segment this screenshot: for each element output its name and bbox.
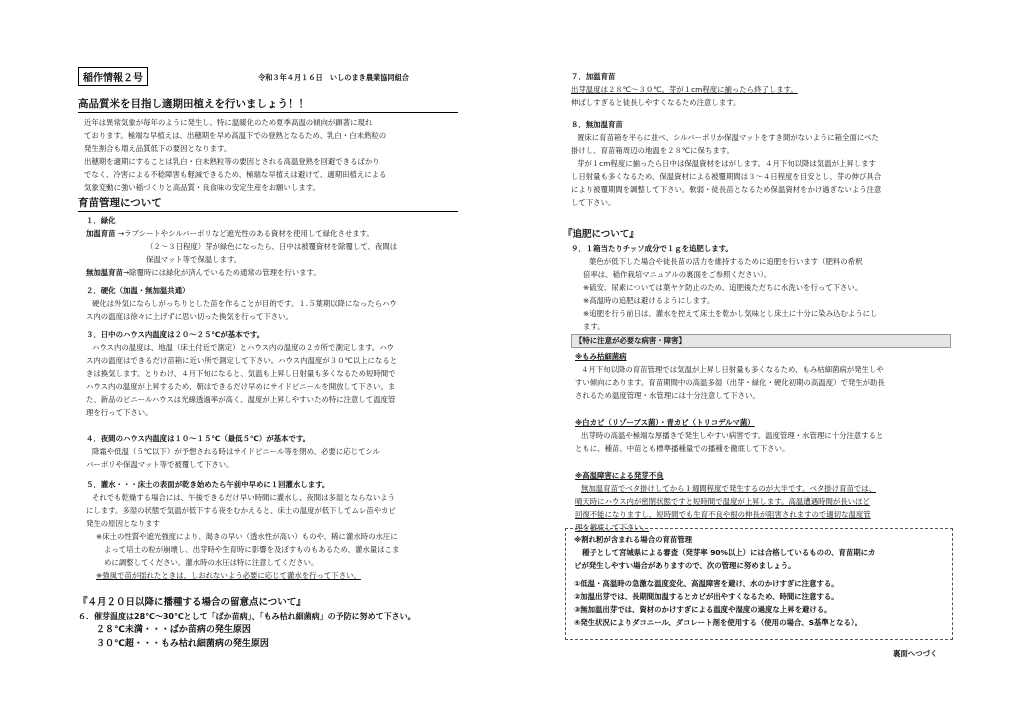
body-text: ス内の温度は徐々に上げずに思い切った換気を行って下さい。 — [86, 312, 293, 321]
body-text: 理を徹底して下さい。 — [575, 523, 649, 532]
intro-line: ております。極端な早植えは、出穂期を早め高温下での登熟となるため、乳白・白未熟粒の — [84, 131, 387, 140]
body-text: し日射量も多くなるため、保温資材による被覆期間は３～４日程度を目安とし、芽の伸び具合 — [571, 172, 882, 181]
intro-line: 気象変動に強い稲づくりと高品質・良食味の安定生産をお願いします。 — [84, 183, 320, 192]
intro-text — [84, 116, 386, 194]
body-text: 発生の原因となります — [86, 519, 160, 528]
box-text: 種子として宮城県による審査（発芽率 90%以上）には合格しているものの、育苗期にカ — [582, 548, 876, 557]
body-text: により被覆期間を調整して下さい。軟弱・徒長苗となるため保温資材をかけ過ぎないよう注意 — [571, 185, 882, 194]
issue-date-org: 令和３年４月１６日 いしのまき農業協同組合 — [258, 73, 409, 82]
intro-line: でなく、冷害による不稔障害も軽減できるため、極端な早植えは避けて、適期田植えによる — [84, 170, 387, 179]
note-text: ます。 — [583, 322, 605, 331]
continued-note: 裏面へつづく — [893, 649, 938, 658]
section-after-april20 — [78, 596, 416, 651]
section-greening — [86, 214, 397, 279]
cracked-seed-content — [574, 533, 875, 629]
section-heated-germination — [571, 70, 798, 109]
body-text: 葉色が低下した場合や徒長苗の活力を維持するために追肥を行います（肥料の希釈 — [589, 257, 863, 266]
after420-title: 『４月２０日以降に播種する場合の留意点について』 — [78, 597, 306, 608]
disease-heading-bar: 【特に注意が必要な病害・障害】 — [571, 334, 951, 348]
disease-title: ※白カビ（リゾープス菌）・青カビ（トリコデルマ菌） — [575, 418, 755, 427]
section-heading: １．緑化 — [86, 216, 116, 225]
section-heading: ７．加温育苗 — [571, 72, 616, 81]
section-heading: ２．硬化（加温・無加温共通） — [86, 286, 190, 295]
intro-line: 近年は異常気象が毎年のように発生し、特に温暖化のため夏季高温の傾向が顕著に現れ — [84, 118, 373, 127]
section-top-dressing — [563, 228, 877, 333]
body-text: ともに、種苗、中苗とも標準播種量での播種を徹底して下さい。 — [575, 444, 790, 453]
note-text: ※床土の性質や遮光強度により、渇きの早い（透水性が高い）ものや、稀に灌水時の水圧に — [96, 532, 398, 541]
intro-line: 発生割合も増え品質低下の要因となります。 — [84, 144, 232, 153]
note-text: よって培土の粒が崩壊し、出芽時や生育時に影響を及ぼすものもあるため、灌水量はこま — [104, 545, 400, 554]
box-item: ②加温出芽では、長期間加温するとカビが出やすくなるため、時間に注意する。 — [574, 592, 839, 601]
section-heading: ８．無加温育苗 — [571, 120, 623, 129]
section-night-temp — [86, 432, 380, 471]
section-hardening — [86, 284, 397, 323]
cracked-seed-box — [565, 528, 953, 640]
fert-title: 『追肥について』 — [563, 229, 639, 240]
body-text: して下さい。 — [571, 198, 616, 207]
heated-label: 加温育苗 — [86, 229, 116, 238]
body-text: ス内の温度はできるだけ苗箱に近い所で測定して下さい。ハウス内温度が３０℃以上になると — [86, 356, 398, 365]
body-text: 置床に育苗箱を平らに並べ、シルバーポリか保温マットをすき間がないように箱全面にべた — [577, 133, 879, 142]
body-text: 降霜や低温（５℃以下）が予想される時はサイドビニール等を閉め、必要に応じてシル — [92, 447, 381, 456]
section-diseases — [575, 350, 885, 534]
section-heading: ３．日中のハウス内温度は２０～２５℃が基本です。 — [86, 330, 265, 339]
section-heading: ９．１箱当たりチッソ成分で１ｇを追肥します。 — [571, 244, 733, 253]
temp-item: ３０℃超・・・もみ枯れ細菌病の発生原因 — [96, 639, 269, 649]
newsletter-title: 稲作情報２号 — [78, 67, 148, 86]
body-text: 芽が１cm程度に揃ったら日中は保温資材をはがします。４月下旬以降は気温が上昇します — [577, 159, 876, 168]
body-text: →ラブシートやシルバーポリなど遮光性のある資材を使用して緑化させます。 — [117, 229, 374, 238]
newsletter-badge — [78, 66, 148, 86]
body-text: 硬化は外気にならしがっちりとした苗を作ることが目的です。１.５葉期以降になったらハウ — [92, 299, 397, 308]
box-text: ビが発生しやすい場合がありますので、次の管理に努めましょう。 — [574, 561, 796, 570]
body-text: それでも乾燥する場合には、午後できるだけ早い時間に灌水し、夜間は多湿とならないよう — [92, 493, 396, 502]
body-text: 理を行って下さい。 — [86, 408, 153, 417]
body-text: にします。多湿の状態で気温が低下する夜をむかえると、床土の温度が低下してムレ苗やカビ — [86, 506, 396, 515]
seedling-section-title: 育苗管理について — [78, 195, 458, 212]
note-text: ※硫安、尿素については葉ヤケ防止のため、追肥後ただちに水洗いを行って下さい。 — [583, 283, 863, 292]
note-text: ※強風で苗が揺れたときは、しおれないよう必要に応じて灌水を行って下さい。 — [96, 571, 361, 580]
box-item: ④発生状況によりダコニール、ダコレート剤を使用する（使用の場合、S基準となる）。 — [574, 618, 862, 627]
note-text: ※追肥を行う前日は、灌水を控えて床土を乾かし気味とし床土に十分に染み込むようにし — [583, 309, 878, 318]
note-text: めに調整してください。灌水時の水圧は特に注意してください。 — [104, 558, 319, 567]
section-unheated-germination — [571, 118, 881, 209]
body-text: 無加温育苗でベタ掛けしてから１週間程度で発生するのが大半です。ベタ掛け育苗では、 — [581, 484, 877, 493]
box-title: ※割れ籾が含まれる場合の育苗管理 — [574, 535, 693, 544]
disease-title: ※高温障害による発芽不良 — [575, 471, 664, 480]
body-text: 出芽温度は２８℃～３０℃。芽が１cm程度に揃ったら終了します。 — [571, 85, 798, 94]
body-text: た、新品のビニールハウスは光線透過率が高く、温度が上昇しやすいため特に注意して温度管 — [86, 395, 396, 404]
body-text: ４月下旬以降の育苗管理では気温が上昇し日射量も多くなるため、もみ枯細菌病が発生しや — [581, 365, 884, 374]
body-text: 伸ばしすぎると徒長しやすくなるため注意します。 — [571, 98, 741, 107]
intro-line: 出穂期を適期にすることは乳白・白未熟粒等の要因とされる高温登熟を回避できるばかり — [84, 157, 380, 166]
body-text: バーポリや保温マット等で被覆して下さい。 — [86, 460, 234, 469]
body-text: 掛けし、育苗箱周辺の地温を２８℃に保ちます。 — [571, 146, 734, 155]
body-text: →除覆時には緑化が済んでいるため通常の管理を行います。 — [122, 268, 321, 277]
main-title: 高品質米を目指し適期田植えを行いましょう！！ — [78, 96, 458, 113]
body-text: すい傾向にあります。育苗期間中の高温多湿（出芽・緑化・硬化初期の高温度）で発生が助長 — [575, 378, 885, 387]
body-text: ハウス内の温度は、地温（床土付近で測定）とハウス内の温度の２カ所で測定します。ハウ — [92, 343, 394, 352]
section-day-temp — [86, 328, 397, 419]
disease-title: ※もみ枯細菌病 — [575, 352, 627, 361]
box-item: ①低温・高温時の急激な温度変化、高温障害を避け、水のかけすぎに注意する。 — [574, 579, 839, 588]
body-text: されるため温度管理・水管理には十分注意して下さい。 — [575, 391, 760, 400]
body-text: ハウス内の温度が上昇するため、朝はできるだけ早めにサイドビニールを開放して下さい。ま — [86, 382, 396, 391]
body-text: 回復不能になりますし、短時間でも生育不良や根の伸長が阻害されますので適切な温度管 — [575, 510, 871, 519]
section-watering — [86, 478, 399, 582]
section-heading: ４．夜間のハウス内温度は１０～１５℃（最低５℃）が基本です。 — [86, 434, 311, 443]
body-text: （２～３日程度）芽が緑色になったら、日中は被覆資材を除覆して、夜間は — [146, 242, 398, 251]
body-text: 晴天時にハウス内が密閉状態ですと短時間で温度が上昇します。高温遭遇時間が長いほど — [575, 497, 870, 506]
body-text: きは換気します。とりわけ、４月下旬になると、気温も上昇し日射量も多くなるため短時間で — [86, 369, 396, 378]
body-text: 保温マット等で保温します。 — [146, 255, 242, 264]
unheated-label: 無加温育苗 — [86, 268, 123, 277]
note-text: ※高温時の追肥は避けるようにします。 — [583, 296, 715, 305]
box-item: ③無加温出芽では、資材のかけすぎによる温度や湿度の過度な上昇を避ける。 — [574, 605, 832, 614]
body-text: 出芽時の高温や極端な厚播きで発生しやすい病害です。温度管理・水管理に十分注意すると — [581, 431, 884, 440]
body-text: 倍率は、稲作栽培マニュアルの裏面をご参照ください）。 — [583, 270, 772, 279]
temp-item: ２８℃未満・・・ばか苗病の発生原因 — [96, 625, 251, 635]
section-heading: ６．催芽温度は28℃～30℃として「ばか苗病」、「もみ枯れ細菌病」の予防に努めて下さい。 — [78, 612, 416, 621]
section-heading: ５．灌水・・・床土の表面が乾き始めたら午前中早めに１回灌水します。 — [86, 480, 330, 489]
